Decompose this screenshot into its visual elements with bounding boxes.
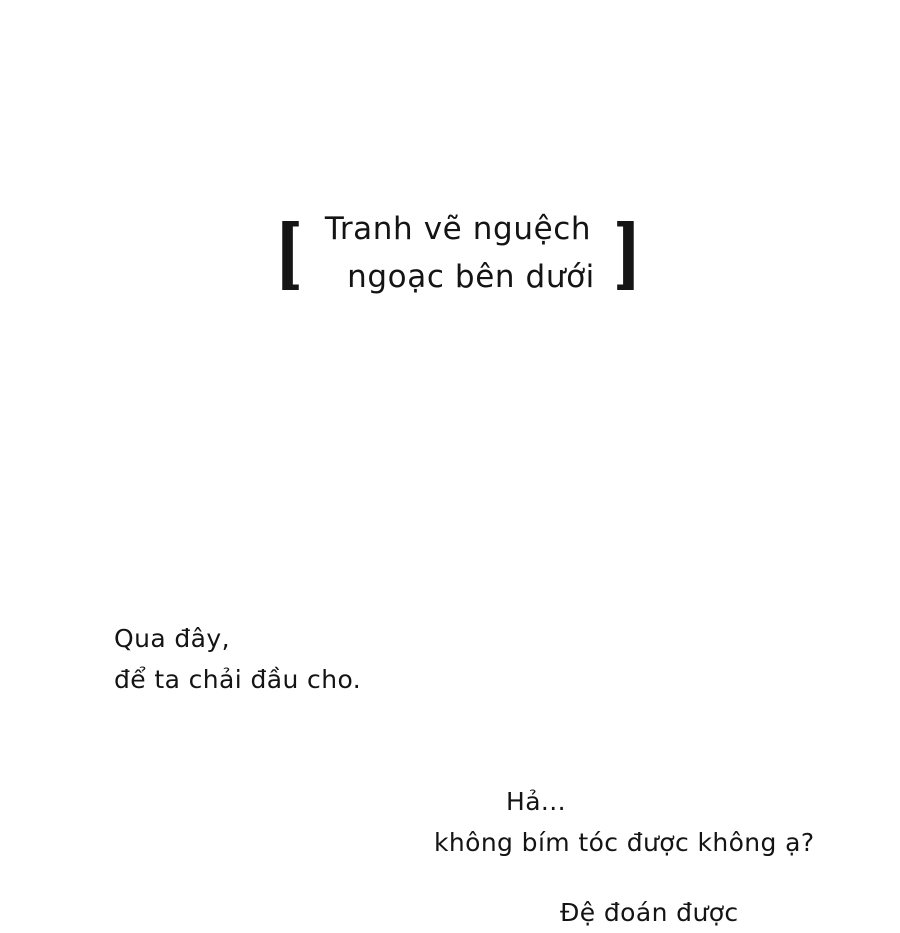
dialogue-block-3: [560, 893, 739, 933]
title-block: [218, 205, 698, 301]
dialogue-2-line-2: không bím tóc được không ạ?: [434, 827, 815, 857]
dialogue-1-line-2: để ta chải đầu cho.: [114, 664, 362, 694]
title-line-2: ngoạc bên dưới: [347, 259, 595, 296]
dialogue-block-2: [434, 782, 815, 863]
right-bracket-icon: ]: [613, 208, 641, 298]
title-line-1: Tranh vẽ nguệch: [324, 211, 592, 247]
title-text: [321, 205, 595, 301]
dialogue-1-line-1: Qua đây,: [114, 624, 230, 653]
dialogue-3-line-1: Đệ đoán được: [560, 898, 739, 927]
dialogue-block-1: [114, 619, 361, 700]
left-bracket-icon: [: [275, 208, 303, 298]
dialogue-2-line-1: Hả...: [506, 787, 566, 816]
